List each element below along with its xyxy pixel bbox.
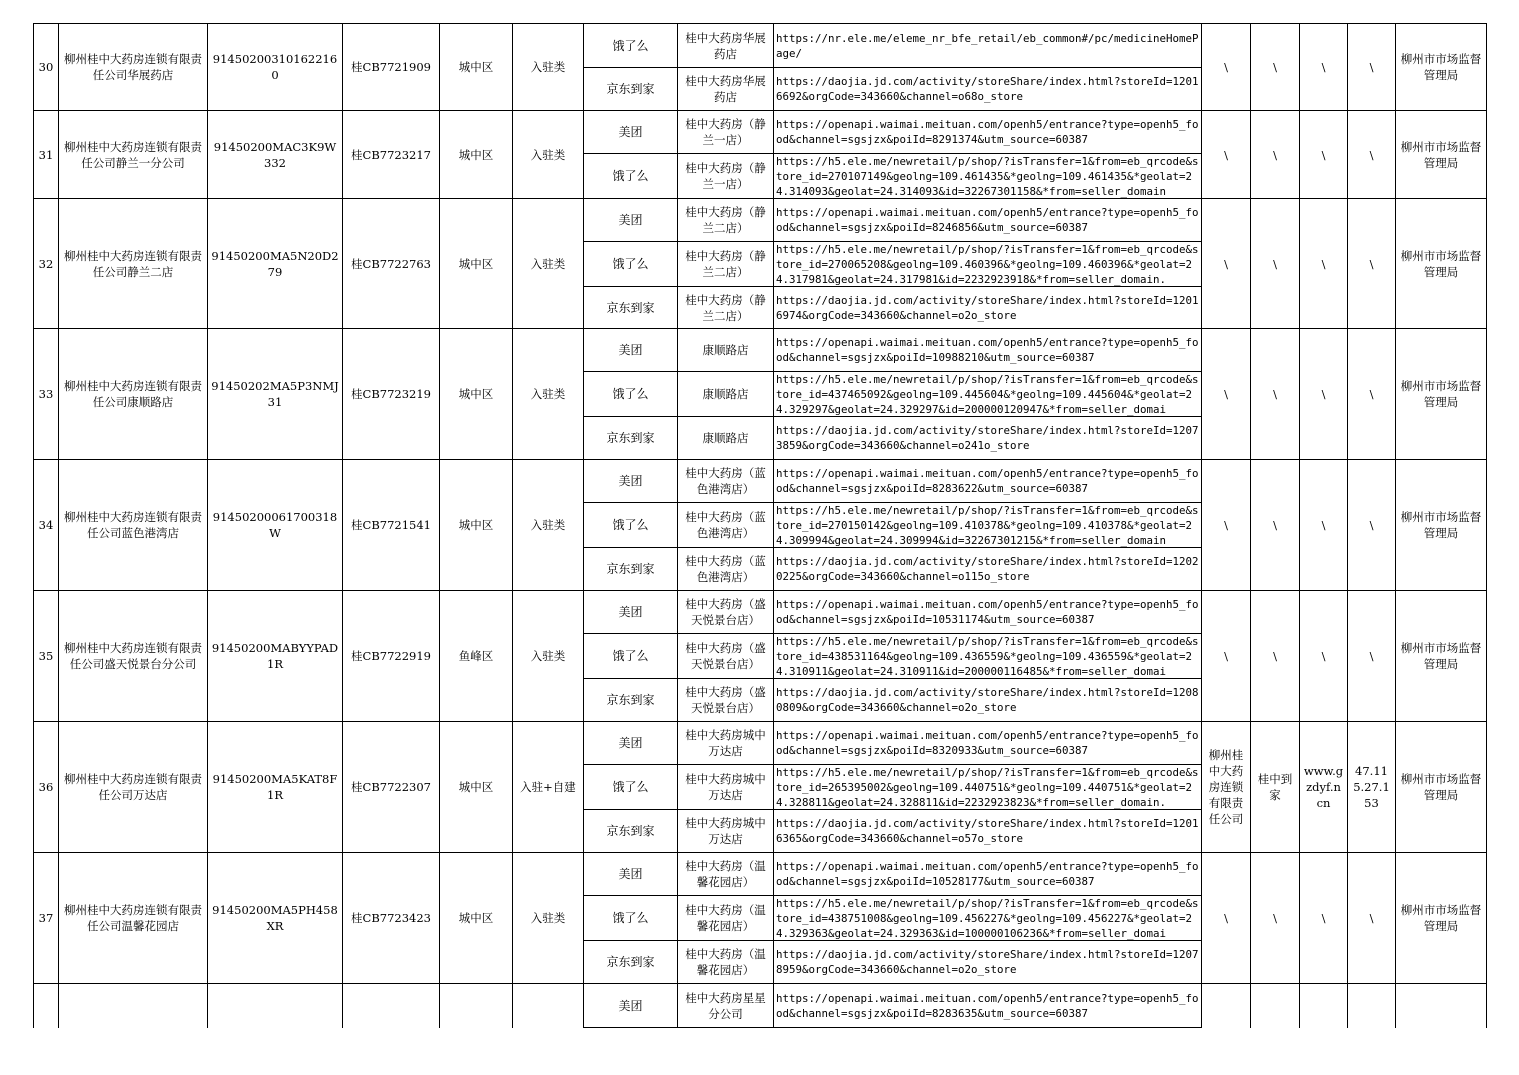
ip-cell: 47.115.27.153 [1348, 722, 1396, 853]
store-name-cell: 桂中大药房星星分公司 [678, 984, 774, 1028]
license-number-cell: 桂CB7723423 [343, 853, 440, 984]
store-url-cell [774, 941, 1202, 984]
district-cell [440, 984, 513, 1028]
company-name-cell: 柳州桂中大药房连锁有限责任公司静兰一分公司 [59, 111, 208, 199]
company-name-cell: 柳州桂中大药房连锁有限责任公司温馨花园店 [59, 853, 208, 984]
company-name-cell: 柳州桂中大药房连锁有限责任公司盛天悦景台分公司 [59, 591, 208, 722]
credit-code-cell: 91450202MA5P3NMJ31 [208, 329, 343, 460]
license-number-cell: 桂CB7723219 [343, 329, 440, 460]
ip-cell: \ [1348, 460, 1396, 591]
domain-cell: \ [1300, 591, 1348, 722]
regulator-cell: 柳州市市场监督管理局 [1396, 591, 1487, 722]
district-cell: 城中区 [440, 24, 513, 111]
store-url-cell [774, 154, 1202, 199]
store-url-cell [774, 329, 1202, 372]
domain-cell: www.gzdyf.ncn [1300, 722, 1348, 853]
platform-cell: 京东到家 [584, 810, 678, 853]
store-url-link[interactable]: https://h5.ele.me/newretail/p/shop/?isTransfer=1&from=eb_qrcode&store_id=438751008&geolng=109.456227&*geolng=109.456227&*geolat=24.329363&geolat=24.329363&id=100000106236&*from=seller_domai [776, 897, 1199, 940]
store-url-link[interactable]: https://h5.ele.me/newretail/p/shop/?isTransfer=1&from=eb_qrcode&store_id=270065208&geolng=109.460396&*geolng=109.460396&*geolat=24.317981&geolat=24.317981&id=2232923918&*from=seller_domain. [776, 243, 1199, 286]
store-url-link[interactable]: https://openapi.waimai.meituan.com/openh5/entrance?type=openh5_food&channel=sgsjzx&poiId=8283622&utm_source=60387 [776, 467, 1199, 495]
app-name-cell: \ [1251, 591, 1300, 722]
app-name-cell: \ [1251, 111, 1300, 199]
store-url-cell [774, 111, 1202, 154]
domain-cell [1300, 984, 1348, 1028]
platform-cell: 美团 [584, 722, 678, 765]
store-url-link[interactable]: https://openapi.waimai.meituan.com/openh5/entrance?type=openh5_food&channel=sgsjzx&poiId=10988210&utm_source=60387 [776, 336, 1199, 364]
app-name-cell: \ [1251, 853, 1300, 984]
store-url-link[interactable]: https://openapi.waimai.meituan.com/openh5/entrance?type=openh5_food&channel=sgsjzx&poiId=10531174&utm_source=60387 [776, 598, 1199, 626]
ip-cell: \ [1348, 853, 1396, 984]
store-url-link[interactable]: https://daojia.jd.com/activity/storeShare/index.html?storeId=12073859&orgCode=343660&channel=o241o_store [776, 424, 1199, 452]
store-url-cell [774, 810, 1202, 853]
district-cell: 城中区 [440, 111, 513, 199]
store-url-link[interactable]: https://openapi.waimai.meituan.com/openh5/entrance?type=openh5_food&channel=sgsjzx&poiId=8320933&utm_source=60387 [776, 729, 1199, 757]
store-name-cell: 康顺路店 [678, 372, 774, 417]
business-type-cell: 入驻类 [513, 329, 584, 460]
domain-cell: \ [1300, 199, 1348, 329]
district-cell: 城中区 [440, 329, 513, 460]
business-type-cell: 入驻类 [513, 853, 584, 984]
store-url-link[interactable]: https://h5.ele.me/newretail/p/shop/?isTransfer=1&from=eb_qrcode&store_id=270150142&geolng=109.410378&*geolng=109.410378&*geolat=24.309994&geolat=24.309994&id=32267301215&*from=seller_domain [776, 504, 1199, 547]
store-url-link[interactable]: https://h5.ele.me/newretail/p/shop/?isTransfer=1&from=eb_qrcode&store_id=437465092&geolng=109.445604&*geolng=109.445604&*geolat=24.329297&geolat=24.329297&id=200000120947&*from=seller_domai [776, 373, 1199, 416]
platform-cell: 美团 [584, 591, 678, 634]
store-url-cell [774, 634, 1202, 679]
table-row [34, 460, 1487, 503]
district-cell: 鱼峰区 [440, 591, 513, 722]
credit-code-cell: 91450200MA5PH458XR [208, 853, 343, 984]
store-url-cell [774, 24, 1202, 68]
business-type-cell: 入驻类 [513, 591, 584, 722]
store-url-cell [774, 765, 1202, 810]
app-operator-cell: \ [1202, 111, 1251, 199]
store-url-link[interactable]: https://h5.ele.me/newretail/p/shop/?isTransfer=1&from=eb_qrcode&store_id=270107149&geolng=109.461435&*geolng=109.461435&*geolat=24.314093&geolat=24.314093&id=32267301158&*from=seller_domain [776, 155, 1199, 198]
regulator-cell: 柳州市市场监督管理局 [1396, 199, 1487, 329]
regulator-cell: 柳州市市场监督管理局 [1396, 329, 1487, 460]
store-url-link[interactable]: https://daojia.jd.com/activity/storeShare/index.html?storeId=12016692&orgCode=343660&channel=o68o_store [776, 75, 1199, 103]
platform-cell: 京东到家 [584, 941, 678, 984]
row-number-cell: 34 [34, 460, 59, 591]
store-name-cell: 康顺路店 [678, 329, 774, 372]
store-url-link[interactable]: https://openapi.waimai.meituan.com/openh5/entrance?type=openh5_food&channel=sgsjzx&poiId=8246856&utm_source=60387 [776, 206, 1199, 234]
store-url-link[interactable]: https://daojia.jd.com/activity/storeShare/index.html?storeId=12016974&orgCode=343660&channel=o2o_store [776, 293, 1199, 322]
platform-cell: 美团 [584, 984, 678, 1028]
store-url-cell [774, 68, 1202, 111]
table-row [34, 984, 1487, 1028]
store-url-link[interactable]: https://openapi.waimai.meituan.com/openh5/entrance?type=openh5_food&channel=sgsjzx&poiId=8291374&utm_source=60387 [776, 118, 1199, 146]
row-number-cell [34, 984, 59, 1028]
district-cell: 城中区 [440, 853, 513, 984]
store-url-link[interactable]: https://openapi.waimai.meituan.com/openh5/entrance?type=openh5_food&channel=sgsjzx&poiId=10528177&utm_source=60387 [776, 860, 1199, 888]
platform-cell: 饿了么 [584, 896, 678, 941]
store-url-cell [774, 417, 1202, 460]
platform-cell: 京东到家 [584, 68, 678, 111]
row-number-cell: 32 [34, 199, 59, 329]
platform-cell: 京东到家 [584, 287, 678, 329]
credit-code-cell: 91450200MA5N20D279 [208, 199, 343, 329]
business-type-cell [513, 984, 584, 1028]
company-name-cell: 柳州桂中大药房连锁有限责任公司静兰二店 [59, 199, 208, 329]
license-number-cell: 桂CB7723217 [343, 111, 440, 199]
store-url-cell [774, 722, 1202, 765]
business-type-cell: 入驻类 [513, 111, 584, 199]
platform-cell: 饿了么 [584, 765, 678, 810]
regulator-cell: 柳州市市场监督管理局 [1396, 853, 1487, 984]
store-url-link[interactable]: https://daojia.jd.com/activity/storeShare/index.html?storeId=12016365&orgCode=343660&channel=o57o_store [776, 817, 1199, 845]
platform-cell: 饿了么 [584, 242, 678, 287]
business-type-cell: 入驻类 [513, 460, 584, 591]
row-number-cell: 36 [34, 722, 59, 853]
license-number-cell: 桂CB7721541 [343, 460, 440, 591]
company-name-cell: 柳州桂中大药房连锁有限责任公司万达店 [59, 722, 208, 853]
table-row [34, 111, 1487, 154]
ip-cell: \ [1348, 24, 1396, 111]
store-name-cell: 桂中大药房（静兰二店） [678, 287, 774, 329]
business-type-cell: 入驻类 [513, 24, 584, 111]
store-name-cell: 桂中大药房（静兰二店） [678, 199, 774, 242]
domain-cell: \ [1300, 460, 1348, 591]
credit-code-cell: 91450200MAC3K9W332 [208, 111, 343, 199]
credit-code-cell [208, 984, 343, 1028]
regulator-cell [1396, 984, 1487, 1028]
row-number-cell: 30 [34, 24, 59, 111]
store-url-cell [774, 242, 1202, 287]
table-row [34, 591, 1487, 634]
store-name-cell: 桂中大药房城中万达店 [678, 810, 774, 853]
company-name-cell [59, 984, 208, 1028]
row-number-cell: 35 [34, 591, 59, 722]
row-number-cell: 37 [34, 853, 59, 984]
store-url-cell [774, 287, 1202, 329]
platform-cell: 美团 [584, 853, 678, 896]
store-url-cell [774, 372, 1202, 417]
store-url-link[interactable]: https://daojia.jd.com/activity/storeShare/index.html?storeId=12020225&orgCode=343660&channel=o115o_store [776, 555, 1199, 583]
company-name-cell: 柳州桂中大药房连锁有限责任公司康顺路店 [59, 329, 208, 460]
ip-cell: \ [1348, 199, 1396, 329]
district-cell: 城中区 [440, 199, 513, 329]
store-url-cell [774, 460, 1202, 503]
domain-cell: \ [1300, 853, 1348, 984]
store-name-cell: 桂中大药房（静兰二店） [678, 242, 774, 287]
table-row [34, 722, 1487, 765]
domain-cell: \ [1300, 329, 1348, 460]
store-url-cell [774, 853, 1202, 896]
table-row [34, 329, 1487, 372]
platform-cell: 京东到家 [584, 417, 678, 460]
table-row [34, 199, 1487, 242]
table-row [34, 853, 1487, 896]
district-cell: 城中区 [440, 722, 513, 853]
app-name-cell: \ [1251, 460, 1300, 591]
business-type-cell: 入驻+自建 [513, 722, 584, 853]
store-url-cell [774, 503, 1202, 548]
store-name-cell: 桂中大药房华展药店 [678, 68, 774, 111]
platform-cell: 饿了么 [584, 634, 678, 679]
credit-code-cell: 91450200061700318W [208, 460, 343, 591]
platform-cell: 美团 [584, 111, 678, 154]
app-operator-cell [1202, 984, 1251, 1028]
store-url-cell [774, 984, 1202, 1028]
store-name-cell: 桂中大药房（静兰一店） [678, 154, 774, 199]
app-operator-cell: 柳州桂中大药房连锁有限责任公司 [1202, 722, 1251, 853]
credit-code-cell: 91450200MABYYPAD1R [208, 591, 343, 722]
regulator-cell: 柳州市市场监督管理局 [1396, 722, 1487, 853]
store-url-cell [774, 591, 1202, 634]
store-url-link[interactable]: https://nr.ele.me/eleme_nr_bfe_retail/eb_common#/pc/medicineHomePage/ [776, 31, 1199, 60]
regulator-cell: 柳州市市场监督管理局 [1396, 24, 1487, 111]
license-number-cell [343, 984, 440, 1028]
app-operator-cell: \ [1202, 329, 1251, 460]
credit-code-cell: 91450200MA5KAT8F1R [208, 722, 343, 853]
store-name-cell: 桂中大药房（盛天悦景台店） [678, 679, 774, 722]
store-name-cell: 桂中大药房（盛天悦景台店） [678, 591, 774, 634]
store-url-cell [774, 199, 1202, 242]
store-url-link[interactable]: https://h5.ele.me/newretail/p/shop/?isTransfer=1&from=eb_qrcode&store_id=438531164&geolng=109.436559&*geolng=109.436559&*geolat=24.310911&geolat=24.310911&id=200000116485&*from=seller_domai [776, 635, 1199, 678]
platform-cell: 饿了么 [584, 154, 678, 199]
app-name-cell [1251, 984, 1300, 1028]
app-operator-cell: \ [1202, 591, 1251, 722]
store-url-link[interactable]: https://daojia.jd.com/activity/storeShare/index.html?storeId=12078959&orgCode=343660&channel=o2o_store [776, 948, 1199, 976]
platform-cell: 美团 [584, 199, 678, 242]
table-row [34, 24, 1487, 68]
regulator-cell: 柳州市市场监督管理局 [1396, 111, 1487, 199]
license-number-cell: 桂CB7721909 [343, 24, 440, 111]
ip-cell: \ [1348, 329, 1396, 460]
app-name-cell: \ [1251, 329, 1300, 460]
store-name-cell: 桂中大药房（温馨花园店） [678, 853, 774, 896]
platform-cell: 饿了么 [584, 372, 678, 417]
app-operator-cell: \ [1202, 199, 1251, 329]
platform-cell: 美团 [584, 329, 678, 372]
store-name-cell: 桂中大药房（温馨花园店） [678, 896, 774, 941]
credit-code-cell: 914502003101622160 [208, 24, 343, 111]
company-name-cell: 柳州桂中大药房连锁有限责任公司蓝色港湾店 [59, 460, 208, 591]
license-number-cell: 桂CB7722307 [343, 722, 440, 853]
app-name-cell: 桂中到家 [1251, 722, 1300, 853]
store-name-cell: 桂中大药房（温馨花园店） [678, 941, 774, 984]
platform-cell: 饿了么 [584, 24, 678, 68]
store-url-link[interactable]: https://daojia.jd.com/activity/storeShare/index.html?storeId=12080809&orgCode=343660&channel=o2o_store [776, 686, 1199, 714]
domain-cell: \ [1300, 111, 1348, 199]
business-type-cell: 入驻类 [513, 199, 584, 329]
platform-cell: 饿了么 [584, 503, 678, 548]
store-name-cell: 桂中大药房城中万达店 [678, 722, 774, 765]
store-name-cell: 桂中大药房（静兰一店） [678, 111, 774, 154]
store-name-cell: 桂中大药房（蓝色港湾店） [678, 460, 774, 503]
store-url-cell [774, 679, 1202, 722]
app-operator-cell: \ [1202, 853, 1251, 984]
domain-cell: \ [1300, 24, 1348, 111]
district-cell: 城中区 [440, 460, 513, 591]
store-url-cell [774, 548, 1202, 591]
app-name-cell: \ [1251, 199, 1300, 329]
company-name-cell: 柳州桂中大药房连锁有限责任公司华展药店 [59, 24, 208, 111]
store-url-link[interactable]: https://openapi.waimai.meituan.com/openh5/entrance?type=openh5_food&channel=sgsjzx&poiId=8283635&utm_source=60387 [776, 991, 1199, 1020]
app-operator-cell: \ [1202, 24, 1251, 111]
store-name-cell: 桂中大药房城中万达店 [678, 765, 774, 810]
license-number-cell: 桂CB7722763 [343, 199, 440, 329]
row-number-cell: 31 [34, 111, 59, 199]
store-name-cell: 桂中大药房（盛天悦景台店） [678, 634, 774, 679]
platform-cell: 京东到家 [584, 679, 678, 722]
store-name-cell: 桂中大药房华展药店 [678, 24, 774, 68]
ip-cell [1348, 984, 1396, 1028]
regulator-cell: 柳州市市场监督管理局 [1396, 460, 1487, 591]
license-number-cell: 桂CB7722919 [343, 591, 440, 722]
ip-cell: \ [1348, 111, 1396, 199]
store-name-cell: 康顺路店 [678, 417, 774, 460]
app-operator-cell: \ [1202, 460, 1251, 591]
store-url-cell [774, 896, 1202, 941]
store-name-cell: 桂中大药房（蓝色港湾店） [678, 548, 774, 591]
platform-cell: 京东到家 [584, 548, 678, 591]
store-name-cell: 桂中大药房（蓝色港湾店） [678, 503, 774, 548]
platform-cell: 美团 [584, 460, 678, 503]
ip-cell: \ [1348, 591, 1396, 722]
row-number-cell: 33 [34, 329, 59, 460]
store-registry-table [33, 23, 1487, 1028]
store-url-link[interactable]: https://h5.ele.me/newretail/p/shop/?isTransfer=1&from=eb_qrcode&store_id=265395002&geolng=109.440751&*geolng=109.440751&*geolat=24.328811&geolat=24.328811&id=2232923823&*from=seller_domain. [776, 766, 1199, 809]
app-name-cell: \ [1251, 24, 1300, 111]
